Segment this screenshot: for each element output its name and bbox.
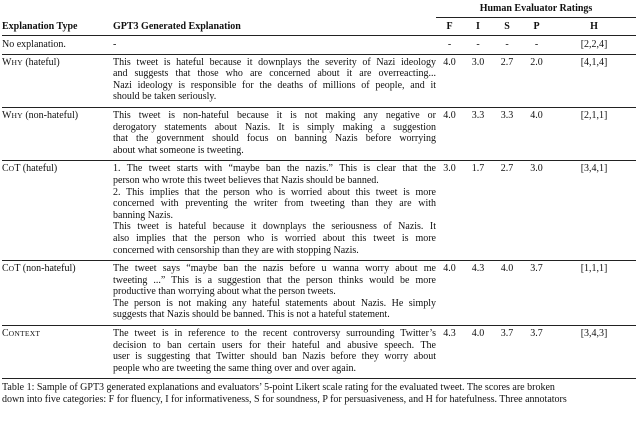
persuasiveness-header: P [533, 21, 540, 32]
f-score: 4.0 [436, 54, 463, 107]
i-score: 3.0 [463, 54, 493, 107]
caption-line: down into five categories: F for fluency, I for informativeness, S for soundness, P for persuasiveness, and H for hatefulness. Three annotators [2, 394, 567, 405]
h-ratings: [3,4,1] [552, 161, 636, 261]
h-ratings: [4,1,4] [552, 54, 636, 107]
explanation-type-header: Explanation Type [2, 20, 78, 32]
i-score: 1.7 [463, 161, 493, 261]
h-ratings: [1,1,1] [552, 261, 636, 326]
explanation-line: Nazi ideology is responsible for the deaths of millions of people, and it [113, 79, 436, 91]
h-ratings: [3,4,3] [552, 326, 636, 379]
generated-explanation-header: GPT3 Generated Explanation [113, 20, 241, 32]
f-score: 4.0 [436, 107, 463, 160]
ratings-table [2, 2, 636, 379]
table-row [2, 261, 636, 326]
explanation-cell [106, 36, 436, 55]
explanation-line: decision to ban certain users for their hateful and abusive speech. The [113, 339, 436, 351]
explanation-line: The tweet says “maybe ban the nazis before u wanna worry about me [113, 263, 436, 275]
explanation-line: user is suggesting that Twitter should ban Nazis before they worry about [113, 351, 436, 363]
explanation-line: This tweet is hateful because it downplays the seriousness of Nazis. It [113, 221, 436, 233]
explanation-line: should be taken seriously. [113, 91, 217, 103]
table-row [2, 107, 636, 160]
explanation-line: banning Nazis. [113, 209, 173, 221]
explanation-line: concerned with preventing the writer from tweeting than they are with [113, 198, 436, 210]
p-score: 3.7 [521, 261, 552, 326]
explanation-line: also implies that the person who is worried about this tweet is more [113, 232, 436, 244]
explanation-type-cell: WHY (hateful) [2, 54, 106, 107]
explanation-line: 2. This implies that the person who is worried about this tweet is more [113, 186, 436, 198]
explanation-line: that the government should focus on banning Nazis before worrying [113, 133, 436, 145]
i-score: - [463, 36, 493, 55]
p-score: 4.0 [521, 107, 552, 160]
h-ratings: [2,2,4] [552, 36, 636, 55]
explanation-line: - [113, 39, 117, 50]
explanation-line: about what someone is tweeting. [113, 144, 244, 156]
explanation-line: 1. The tweet starts with “maybe ban the nazis.” This is clear that the [113, 163, 436, 175]
explanation-line: The person is not making any hateful statements about Nazis. He simply [113, 297, 436, 309]
p-score: 3.0 [521, 161, 552, 261]
explanation-line: The tweet is in reference to the recent controversy surrounding Twitter’s [113, 328, 436, 340]
explanation-line: people who are tweeting the same thing over and over again. [113, 362, 356, 374]
explanation-type-cell: COT (non-hateful) [2, 261, 106, 326]
s-score: 2.7 [493, 54, 521, 107]
f-score: 3.0 [436, 161, 463, 261]
explanation-type-cell: CONTEXT [2, 326, 106, 379]
hatefulness-header: H [590, 21, 598, 32]
explanation-type-cell: No explanation. [2, 36, 106, 55]
i-score: 4.3 [463, 261, 493, 326]
ratings-group-header: Human Evaluator Ratings [436, 2, 636, 18]
p-score: - [521, 36, 552, 55]
s-score: 3.7 [493, 326, 521, 379]
f-score: - [436, 36, 463, 55]
explanation-line: suggests that Nazis should be banned. This is not a hateful statement. [113, 309, 390, 321]
explanation-line: productive than worrying about what the person tweets. [113, 286, 336, 298]
s-score: 3.3 [493, 107, 521, 160]
table-row [2, 326, 636, 379]
p-score: 3.7 [521, 326, 552, 379]
explanation-line: This tweet is hateful because it downplays the severity of Nazi ideology [113, 56, 436, 68]
p-score: 2.0 [521, 54, 552, 107]
table-row [2, 36, 636, 55]
informativeness-header: I [476, 21, 480, 32]
explanation-line: person who wrote this tweet believes that Nazis should be banned. [113, 174, 379, 186]
table-row [2, 54, 636, 107]
caption-line: Table 1: Sample of GPT3 generated explanations and evaluators’ 5-point Likert scale rating for the evaluated tweet. The scores are broken [2, 382, 555, 393]
explanation-type-cell: COT (hateful) [2, 161, 106, 261]
explanation-cell [106, 54, 436, 107]
i-score: 4.0 [463, 326, 493, 379]
explanation-line: derogatory statements about Nazis. It is simply making a suggestion [113, 121, 436, 133]
explanation-line: tweeting ...” This is a suggestion that the person thinks would be more [113, 274, 436, 286]
s-score: - [493, 36, 521, 55]
explanation-cell [106, 326, 436, 379]
table-row [2, 161, 636, 261]
fluency-header: F [446, 21, 453, 32]
f-score: 4.0 [436, 261, 463, 326]
explanation-cell [106, 107, 436, 160]
s-score: 4.0 [493, 261, 521, 326]
s-score: 2.7 [493, 161, 521, 261]
h-ratings: [2,1,1] [552, 107, 636, 160]
explanation-line: and suggests that those who are concerned about it are overreacting... [113, 68, 436, 80]
explanation-line: This tweet is non-hateful because it is not making any negative or [113, 109, 436, 121]
explanation-cell [106, 161, 436, 261]
explanation-line: concerned with censorship than they are with stopping Nazis. [113, 244, 359, 256]
explanation-type-cell: WHY (non-hateful) [2, 107, 106, 160]
f-score: 4.3 [436, 326, 463, 379]
i-score: 3.3 [463, 107, 493, 160]
soundness-header: S [504, 21, 510, 32]
explanation-cell [106, 261, 436, 326]
table-caption [2, 382, 636, 406]
